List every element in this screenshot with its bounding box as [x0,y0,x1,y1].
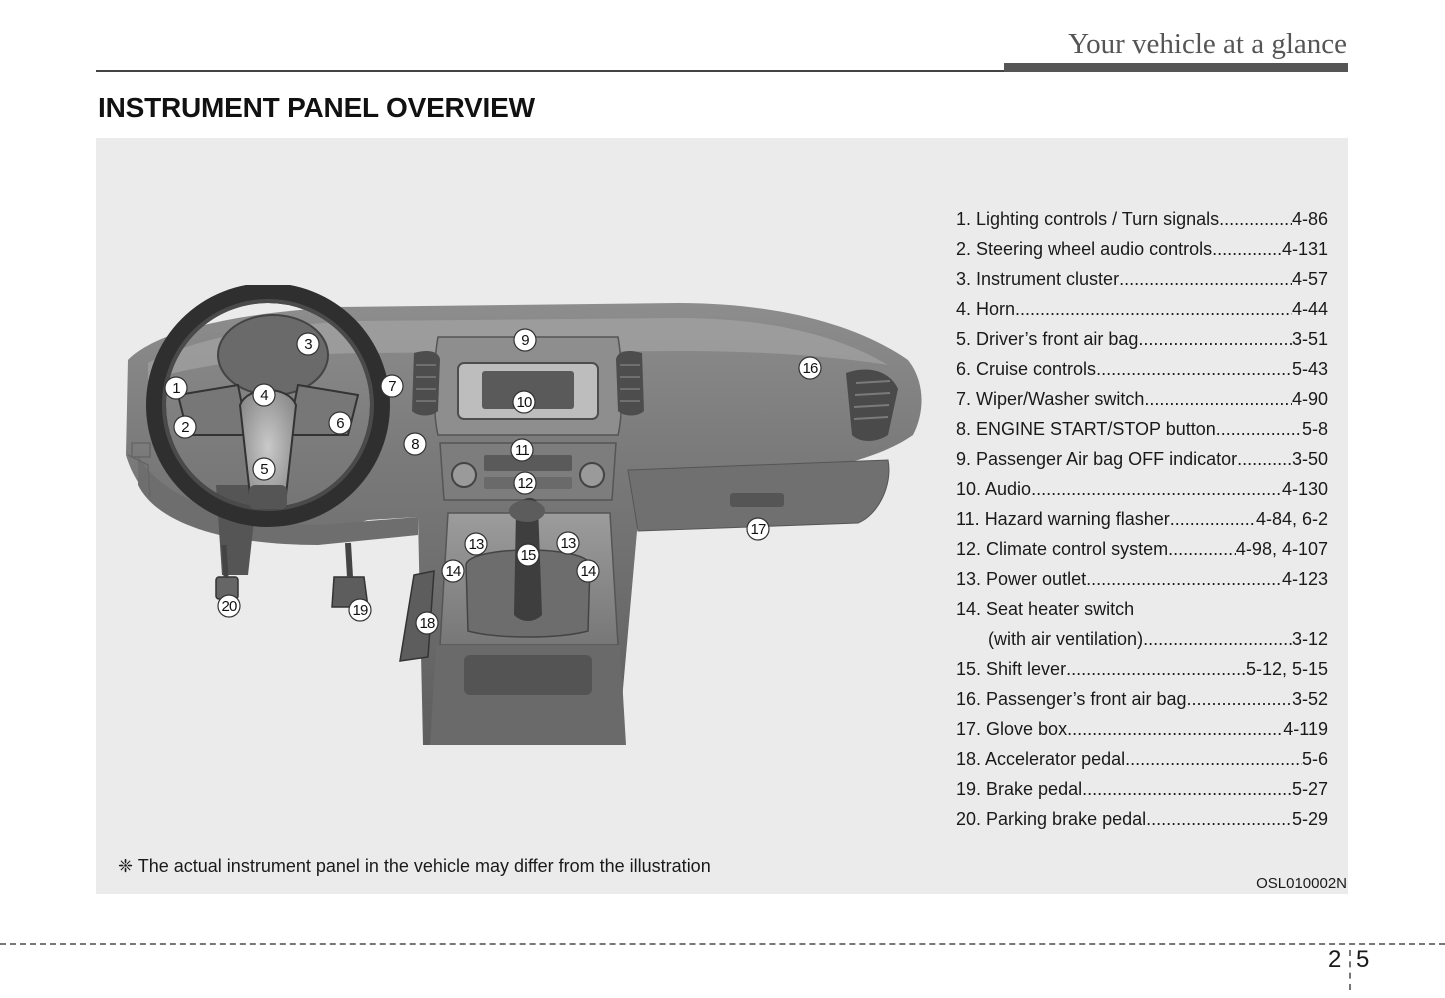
callout-17 [747,518,769,540]
svg-text:13: 13 [560,535,576,552]
svg-text:20: 20 [221,598,237,615]
instrument-panel-illustration [118,285,930,745]
callout-14-right [577,560,599,582]
svg-text:12: 12 [517,475,533,492]
legend-item: 16. Passenger’s front air bag ..... 3-52 [956,684,1328,714]
svg-text:1: 1 [172,380,180,397]
legend-item: 10. Audio ..... 4-130 [956,474,1328,504]
callout-2 [174,416,196,438]
svg-text:6: 6 [336,415,344,432]
svg-text:5: 5 [260,461,268,478]
legend-item: 13. Power outlet ..... 4-123 [956,564,1328,594]
legend-item: 3. Instrument cluster ..... 4-57 [956,264,1328,294]
legend-item-continued: (with air ventilation) ..... 3-12 [956,624,1328,654]
callout-15 [517,544,539,566]
callout-11 [511,439,533,461]
callout-14-left [442,560,464,582]
section-title: Your vehicle at a glance [1068,28,1347,60]
callout-20 [218,595,240,617]
svg-text:2: 2 [181,419,189,436]
callout-16 [799,357,821,379]
legend-item: 5. Driver’s front air bag ..... 3-51 [956,324,1328,354]
legend-item: 12. Climate control system ..... 4-98, 4-107 [956,534,1328,564]
legend-item: 8. ENGINE START/STOP button ..... 5-8 [956,414,1328,444]
illustration-note: ❈ The actual instrument panel in the vehicle may differ from the illustration [118,856,711,876]
svg-text:14: 14 [445,563,461,580]
legend-item: 9. Passenger Air bag OFF indicator ..... 3-50 [956,444,1328,474]
callout-1 [165,377,187,399]
svg-text:8: 8 [411,436,419,453]
svg-text:18: 18 [419,615,435,632]
svg-text:14: 14 [580,563,596,580]
page-number-separator [1349,950,1351,990]
legend-item: 6. Cruise controls ..... 5-43 [956,354,1328,384]
callout-4 [253,384,275,406]
svg-text:11: 11 [515,442,529,459]
svg-text:4: 4 [260,387,268,404]
legend-item: 1. Lighting controls / Turn signals ..... 4-86 [956,204,1328,234]
svg-text:7: 7 [388,378,396,395]
legend-item: 2. Steering wheel audio controls ..... 4-131 [956,234,1328,264]
callout-12 [514,472,536,494]
svg-text:10: 10 [516,394,532,411]
legend-item: 14. Seat heater switch [956,599,1135,619]
callout-3 [297,333,319,355]
callout-5 [253,458,275,480]
callout-6 [329,412,351,434]
header-rule-accent [1004,63,1348,72]
svg-text:17: 17 [750,521,766,538]
callout-18 [416,612,438,634]
callout-13-left [465,533,487,555]
page-number: 5 [1356,946,1370,973]
legend-item: 19. Brake pedal ..... 5-27 [956,774,1328,804]
callout-8 [404,433,426,455]
callout-9 [514,329,536,351]
footer-divider [0,943,1445,945]
svg-text:13: 13 [468,536,484,553]
page-heading: INSTRUMENT PANEL OVERVIEW [98,92,535,123]
svg-text:3: 3 [304,336,312,353]
svg-text:15: 15 [520,547,536,564]
legend-item: 18. Accelerator pedal ..... 5-6 [956,744,1328,774]
legend-list [956,204,1328,834]
callout-10 [513,391,535,413]
figure-code: OSL010002N [1256,875,1347,892]
legend-item: 15. Shift lever ..... 5-12, 5-15 [956,654,1328,684]
legend-item: 11. Hazard warning flasher ..... 4-84, 6-2 [956,504,1328,534]
callout-19 [349,599,371,621]
svg-text:16: 16 [802,360,818,377]
legend-item: 20. Parking brake pedal ..... 5-29 [956,804,1328,834]
callout-13-right [557,532,579,554]
svg-text:19: 19 [352,602,368,619]
legend-item: 17. Glove box ..... 4-119 [956,714,1328,744]
callout-7 [381,375,403,397]
chapter-number: 2 [1328,946,1342,973]
legend-item: 4. Horn ..... 4-44 [956,294,1328,324]
svg-text:9: 9 [521,332,529,349]
legend-item: 7. Wiper/Washer switch ..... 4-90 [956,384,1328,414]
